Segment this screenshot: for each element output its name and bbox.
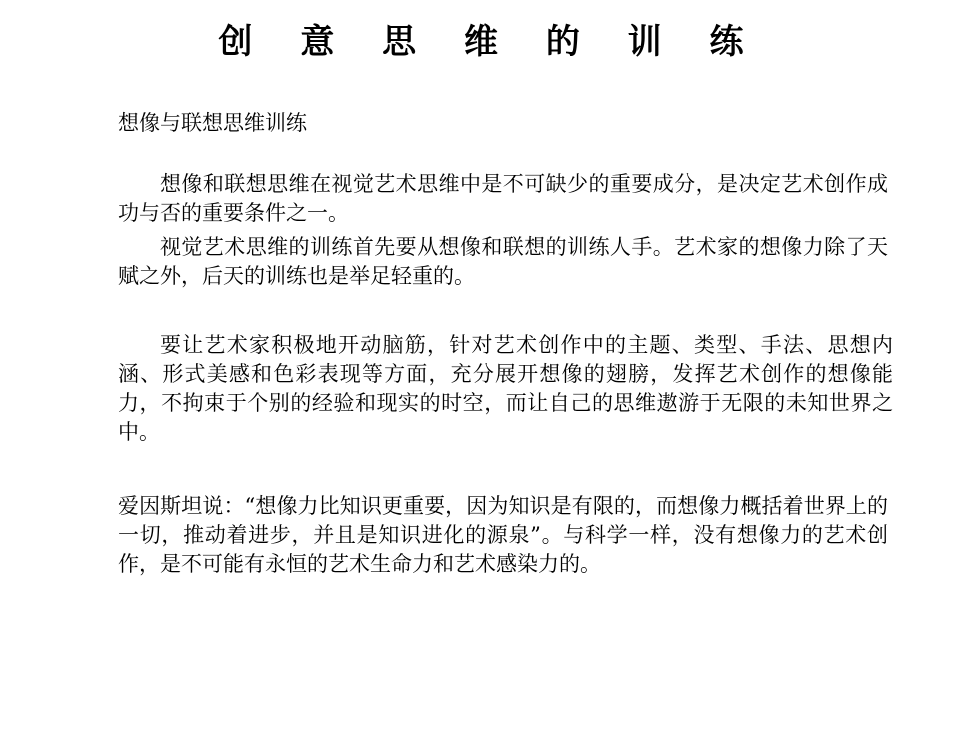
paragraph-1: 想像和联想思维在视觉艺术思维中是不可缺少的重要成分，是决定艺术创作成功与否的重要条件之一。 — [118, 172, 888, 225]
page-title: 创 意 思 维 的 训 练 — [218, 22, 762, 62]
paragraph-4: 爱因斯坦说：“想像力比知识更重要，因为知识是有限的，而想像力概括着世界上的一切，推动着进步，并且是知识进化的源泉”。与科学一样，没有想像力的艺术创作，是不可能有永恒的艺术生命力和艺术感染力的。 — [118, 494, 888, 576]
paragraph-3: 要让艺术家积极地开动脑筋，针对艺术创作中的主题、类型、手法、思想内涵、形式美感和色彩表现等方面，充分展开想像的翅膀，发挥艺术创作的想像能力，不拘束于个别的经验和现实的时空，而让自己的思维遨游于无限的未知世界之中。 — [118, 333, 893, 444]
paragraph-2: 视觉艺术思维的训练首先要从想像和联想的训练人手。艺术家的想像力除了天赋之外，后天的训练也是举足轻重的。 — [118, 235, 888, 288]
section-heading: 想像与联想思维训练 — [118, 111, 307, 135]
